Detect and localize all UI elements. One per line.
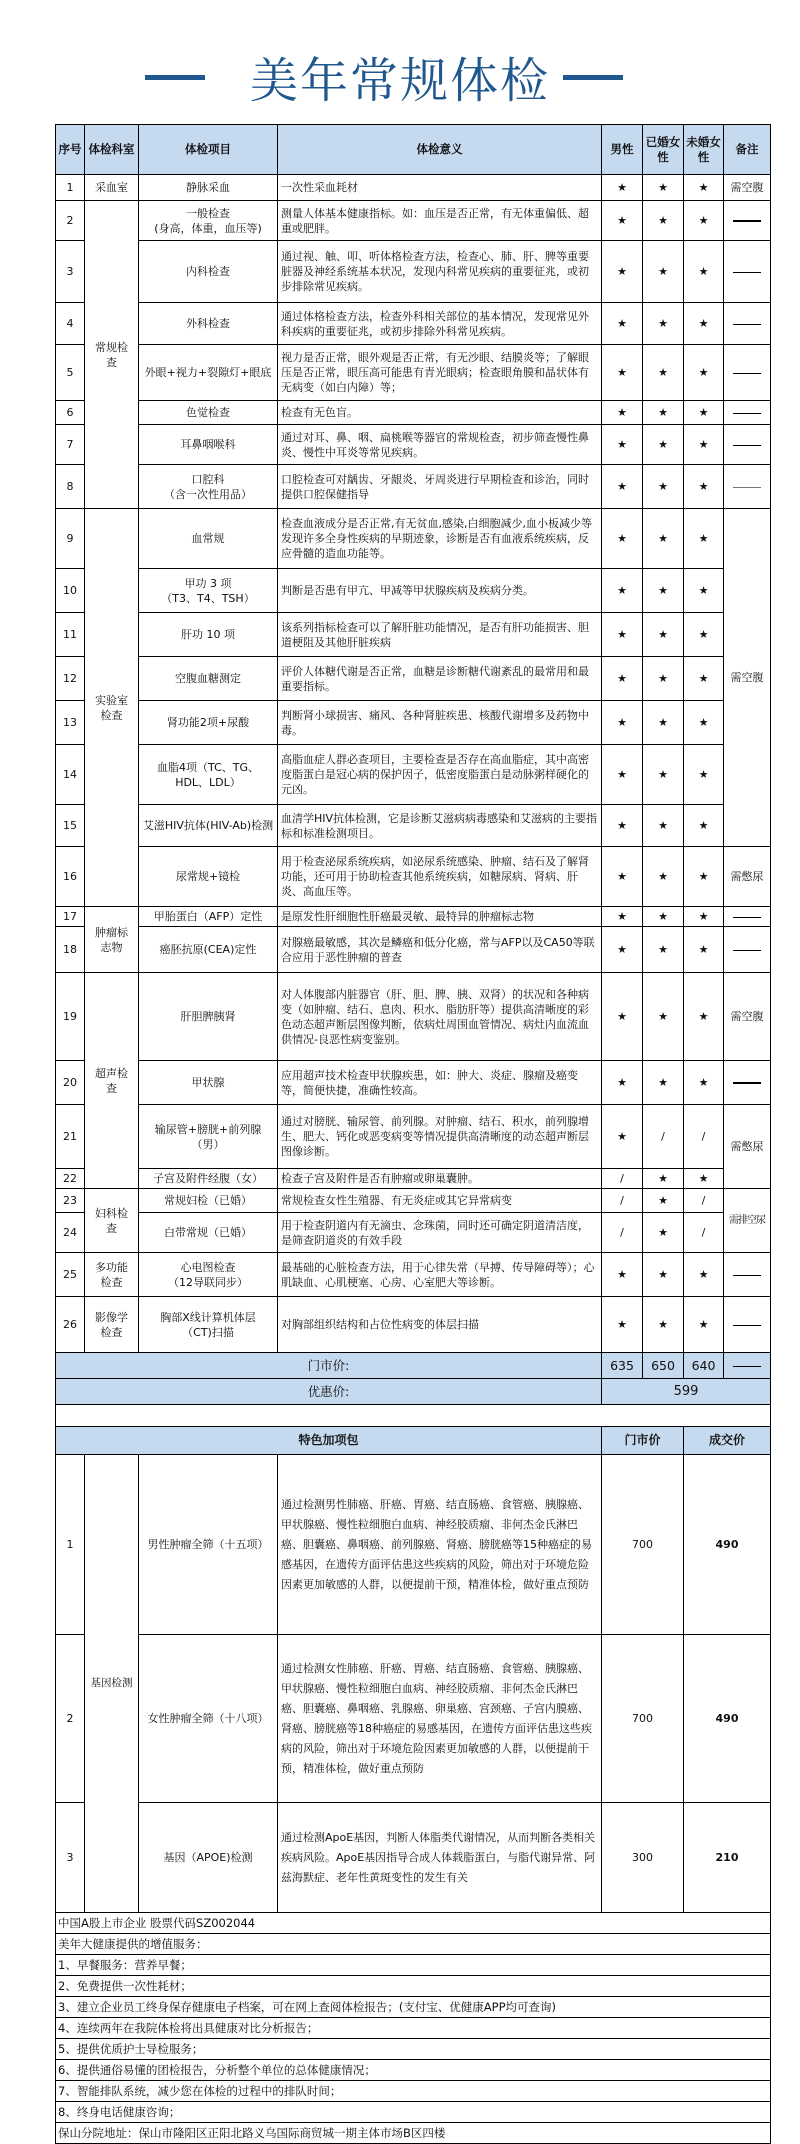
row-meaning: 用于检查泌尿系统疾病，如泌尿系统感染、肿瘤、结石及了解肾功能，还可用于协助检查其他系统疾病，如糖尿病、肾病、肝炎、高血压等。 xyxy=(278,847,602,907)
table-row xyxy=(56,701,771,745)
row-note xyxy=(724,927,771,973)
services-title: 美年大健康提供的增值服务： xyxy=(56,1934,771,1955)
row-item: 输尿管+膀胱+前列腺 （男） xyxy=(139,1105,278,1169)
row-item: 甲功 3 项 （T3、T4、TSH） xyxy=(139,569,278,613)
star-icon: ★ xyxy=(602,927,643,973)
table-row xyxy=(56,465,771,509)
star-icon: ★ xyxy=(684,927,724,973)
discount-price-label: 优惠价: xyxy=(56,1379,602,1405)
table-row xyxy=(56,401,771,425)
row-meaning: 用于检查阴道内有无滴虫、念珠菌，同时还可确定阴道清洁度，是筛查阴道炎的有效手段 xyxy=(278,1213,602,1253)
star-icon: ★ xyxy=(684,425,724,465)
star-icon: ★ xyxy=(643,613,684,657)
row-seq: 9 xyxy=(56,509,85,569)
package-name: 女性肿瘤全筛（十八项） xyxy=(139,1635,278,1803)
row-note xyxy=(724,907,771,927)
table-row xyxy=(56,927,771,973)
star-icon: ★ xyxy=(643,927,684,973)
row-item: 肝功 10 项 xyxy=(139,613,278,657)
row-seq: 24 xyxy=(56,1213,85,1253)
checkup-table xyxy=(55,124,771,2144)
row-meaning: 通过对膀胱、输尿管、前列腺。对肿瘤、结石、积水，前列腺增生、肥大、钙化或恶变病变等情况提供高清晰度的动态超声断层图像诊断。 xyxy=(278,1105,602,1169)
table-row xyxy=(56,907,771,927)
footer-row xyxy=(56,1976,771,1997)
row-item: 血脂4项（TC、TG、HDL、LDL） xyxy=(139,745,278,805)
row-item: 白带常规（已婚） xyxy=(139,1213,278,1253)
service-item: 5、提供优质护士导检服务； xyxy=(56,2039,771,2060)
row-note xyxy=(724,465,771,509)
note-hold-urine: 需憋尿 xyxy=(724,847,771,907)
row-item: 静脉采血 xyxy=(139,175,278,201)
row-meaning: 视力是否正常，眼外观是否正常，有无沙眼、结膜炎等；了解眼压是否正常，眼压高可能患有青光眼病；检查眼角膜和晶状体有无病变（如白内障）等； xyxy=(278,345,602,401)
row-note xyxy=(724,241,771,303)
note-fasting: 需空腹 xyxy=(724,509,771,847)
row-seq: 17 xyxy=(56,907,85,927)
row-item: 一般检查 (身高，体重，血压等) xyxy=(139,201,278,241)
row-seq: 8 xyxy=(56,465,85,509)
service-item: 4、连续两年在我院体检将出具健康对比分析报告； xyxy=(56,2018,771,2039)
spacer-row xyxy=(56,1405,771,1427)
star-icon: ★ xyxy=(684,847,724,907)
star-icon: ★ xyxy=(602,303,643,345)
star-icon: ★ xyxy=(643,303,684,345)
star-icon: ★ xyxy=(643,1253,684,1297)
row-item: 空腹血糖测定 xyxy=(139,657,278,701)
dash-icon xyxy=(733,373,761,374)
row-meaning: 判断是否患有甲亢、甲减等甲状腺疾病及疾病分类。 xyxy=(278,569,602,613)
table-row xyxy=(56,303,771,345)
row-item: 色觉检查 xyxy=(139,401,278,425)
row-meaning: 应用超声技术检查甲状腺疾患，如：肿大、炎症、腺瘤及癌变等，简便快捷，准确性较高。 xyxy=(278,1061,602,1105)
star-icon: ★ xyxy=(602,973,643,1061)
service-item: 1、早餐服务：营养早餐； xyxy=(56,1955,771,1976)
note-hold-urine: 需憋尿 xyxy=(724,1105,771,1189)
service-item: 8、终身电话健康咨询； xyxy=(56,2102,771,2123)
row-item: 内科检查 xyxy=(139,241,278,303)
dash-icon xyxy=(733,1366,761,1367)
package-seq: 2 xyxy=(56,1635,85,1803)
star-icon: ★ xyxy=(602,401,643,425)
table-row xyxy=(56,345,771,401)
row-seq: 3 xyxy=(56,241,85,303)
table-row xyxy=(56,1213,771,1253)
star-icon: ★ xyxy=(643,241,684,303)
row-seq: 2 xyxy=(56,201,85,241)
dept-cell-multi: 多功能检查 xyxy=(85,1253,139,1297)
table-row xyxy=(56,1253,771,1297)
dash-icon xyxy=(733,917,761,918)
row-meaning: 该系列指标检查可以了解肝脏功能情况，是否有肝功能损害、胆道梗阻及其他肝脏疾病 xyxy=(278,613,602,657)
list-price-note xyxy=(724,1353,771,1379)
star-icon: ★ xyxy=(602,201,643,241)
star-icon: ★ xyxy=(643,1297,684,1353)
star-icon: ★ xyxy=(643,745,684,805)
star-icon: ★ xyxy=(684,805,724,847)
row-note xyxy=(724,1297,771,1353)
row-item: 子宫及附件经腹（女） xyxy=(139,1169,278,1189)
table-row xyxy=(56,1189,771,1213)
star-icon: ★ xyxy=(684,973,724,1061)
row-meaning: 检查有无色盲。 xyxy=(278,401,602,425)
star-icon: ★ xyxy=(643,1169,684,1189)
footer-row xyxy=(56,2039,771,2060)
table-row xyxy=(56,1297,771,1353)
row-item: 肾功能2项+尿酸 xyxy=(139,701,278,745)
row-meaning: 评价人体糖代谢是否正常，血糖是诊断糖代谢紊乱的最常用和最重要指标。 xyxy=(278,657,602,701)
row-seq: 12 xyxy=(56,657,85,701)
row-seq: 26 xyxy=(56,1297,85,1353)
dash-icon xyxy=(733,487,761,488)
discount-price-value: 599 xyxy=(602,1379,771,1405)
not-applicable-mark: / xyxy=(684,1105,724,1169)
row-meaning: 检查子宫及附件是否有肿瘤或卵巢囊肿。 xyxy=(278,1169,602,1189)
star-icon: ★ xyxy=(684,701,724,745)
service-item: 6、提供通俗易懂的团检报告，分析整个单位的总体健康情况； xyxy=(56,2060,771,2081)
star-icon: ★ xyxy=(684,509,724,569)
dash-icon xyxy=(733,950,761,951)
footer-row xyxy=(56,1955,771,1976)
star-icon: ★ xyxy=(602,1061,643,1105)
row-seq: 14 xyxy=(56,745,85,805)
header-male: 男性 xyxy=(602,125,643,175)
row-seq: 23 xyxy=(56,1189,85,1213)
company-info: 中国A股上市企业 股票代码SZ002044 xyxy=(56,1913,771,1934)
list-price-unmarried-female: 640 xyxy=(684,1353,724,1379)
row-meaning: 对人体腹部内脏器官（肝、胆、脾、胰、双肾）的状况和各种病变（如肿瘤、结石、息肉、积水、脂肪肝等）提供高清晰度的彩色动态超声断层图像判断，依病灶周围血管情况、病灶内血流血供情况-良恶性病变鉴别。 xyxy=(278,973,602,1061)
package-header-list-price: 门市价 xyxy=(602,1427,684,1455)
package-description: 通过检测女性肺癌、肝癌、胃癌、结直肠癌、食管癌、胰腺癌、甲状腺癌、慢性粒细胞白血病、神经胶质瘤、非何杰金氏淋巴癌、胆囊癌、鼻咽癌、乳腺癌、卵巢癌、宫颈癌、子宫内膜癌、肾癌、膀胱癌等18种癌症的易感基因，在遗传方面评估患这些疾病的风险，筛出对于环境危险因素更加敏感的人群，以便提前干预，精准体检，做好重点预防 xyxy=(278,1635,602,1803)
footer-row xyxy=(56,2018,771,2039)
row-meaning: 一次性采血耗材 xyxy=(278,175,602,201)
package-name: 男性肿瘤全筛（十五项） xyxy=(139,1455,278,1635)
star-icon: ★ xyxy=(643,569,684,613)
row-seq: 21 xyxy=(56,1105,85,1169)
dept-cell-ultrasound: 超声检查 xyxy=(85,973,139,1189)
star-icon: ★ xyxy=(643,805,684,847)
service-item: 3、建立企业员工终身保存健康电子档案，可在网上查阅体检报告；(支付宝、优健康APP均可查询) xyxy=(56,1997,771,2018)
star-icon: ★ xyxy=(602,1105,643,1169)
header-unmarried-female: 未婚女性 xyxy=(684,125,724,175)
star-icon: ★ xyxy=(684,907,724,927)
row-seq: 6 xyxy=(56,401,85,425)
star-icon: ★ xyxy=(684,401,724,425)
dash-icon xyxy=(733,1275,761,1276)
table-row xyxy=(56,425,771,465)
row-item: 艾滋HIV抗体(HIV-Ab)检测 xyxy=(139,805,278,847)
row-meaning: 血清学HIV抗体检测，它是诊断艾滋病病毒感染和艾滋病的主要指标和标准检测项目。 xyxy=(278,805,602,847)
star-icon: ★ xyxy=(684,345,724,401)
package-list-price: 700 xyxy=(602,1455,684,1635)
star-icon: ★ xyxy=(602,241,643,303)
table-row xyxy=(56,1169,771,1189)
row-seq: 4 xyxy=(56,303,85,345)
table-row xyxy=(56,657,771,701)
package-header-title: 特色加项包 xyxy=(56,1427,602,1455)
row-meaning: 是原发性肝细胞性肝癌最灵敏、最特异的肿瘤标志物 xyxy=(278,907,602,927)
footer-row xyxy=(56,2102,771,2123)
star-icon: ★ xyxy=(643,847,684,907)
package-header-row xyxy=(56,1427,771,1455)
star-icon: ★ xyxy=(643,657,684,701)
note-fasting: 需空腹 xyxy=(724,973,771,1061)
star-icon: ★ xyxy=(684,745,724,805)
star-icon: ★ xyxy=(643,201,684,241)
list-price-married-female: 650 xyxy=(643,1353,684,1379)
package-dept: 基因检测 xyxy=(85,1455,139,1913)
row-item: 血常规 xyxy=(139,509,278,569)
star-icon: ★ xyxy=(684,1061,724,1105)
package-deal-price: 490 xyxy=(684,1455,771,1635)
row-meaning: 常规检查女性生殖器、有无炎症或其它异常病变 xyxy=(278,1189,602,1213)
row-meaning: 对胸部组织结构和占位性病变的体层扫描 xyxy=(278,1297,602,1353)
list-price-row xyxy=(56,1353,771,1379)
row-meaning: 判断肾小球损害、痛风、各种肾脏疾患、核酸代谢增多及药物中毒。 xyxy=(278,701,602,745)
row-item: 耳鼻咽喉科 xyxy=(139,425,278,465)
row-item: 甲状腺 xyxy=(139,1061,278,1105)
star-icon: ★ xyxy=(643,701,684,745)
star-icon: ★ xyxy=(643,175,684,201)
star-icon: ★ xyxy=(684,241,724,303)
page-header xyxy=(0,0,800,122)
table-row xyxy=(56,509,771,569)
row-seq: 1 xyxy=(56,175,85,201)
row-item: 甲胎蛋白（AFP）定性 xyxy=(139,907,278,927)
row-meaning: 测量人体基本健康指标。如：血压是否正常，有无体重偏低、超重或肥胖。 xyxy=(278,201,602,241)
package-row xyxy=(56,1635,771,1803)
row-item: 胸部X线计算机体层 （CT)扫描 xyxy=(139,1297,278,1353)
star-icon: ★ xyxy=(643,907,684,927)
table-row xyxy=(56,613,771,657)
dept-cell-gyn: 妇科检查 xyxy=(85,1189,139,1253)
star-icon: ★ xyxy=(684,657,724,701)
title-decoration-line-right xyxy=(563,75,623,80)
star-icon: ★ xyxy=(684,175,724,201)
header-seq: 序号 xyxy=(56,125,85,175)
package-list-price: 700 xyxy=(602,1635,684,1803)
star-icon: ★ xyxy=(643,345,684,401)
dept-cell-lab: 实验室检查 xyxy=(85,509,139,907)
row-seq: 25 xyxy=(56,1253,85,1297)
branch-address: 保山分院地址：保山市隆阳区正阳北路义乌国际商贸城一期主体市场B区四楼 xyxy=(56,2123,771,2144)
row-meaning: 通过体格检查方法，检查外科相关部位的基本情况，发现常见外科疾病的重要征兆，或初步排除外科常见疾病。 xyxy=(278,303,602,345)
dept-cell-tumor: 肿瘤标志物 xyxy=(85,907,139,973)
discount-price-row xyxy=(56,1379,771,1405)
star-icon: ★ xyxy=(684,465,724,509)
star-icon: ★ xyxy=(643,1189,684,1213)
package-name: 基因（APOE)检测 xyxy=(139,1803,278,1913)
page-title: 美年常规体检 xyxy=(249,53,550,109)
row-seq: 7 xyxy=(56,425,85,465)
package-description: 通过检测ApoE基因，判断人体脂类代谢情况，从而判断各类相关疾病风险。ApoE基因指导合成人体载脂蛋白，与脂代谢异常、阿兹海默症、老年性黄斑变性的发生有关 xyxy=(278,1803,602,1913)
list-price-label: 门市价: xyxy=(56,1353,602,1379)
star-icon: ★ xyxy=(643,1061,684,1105)
table-row xyxy=(56,973,771,1061)
service-item: 2、免费提供一次性耗材； xyxy=(56,1976,771,1997)
row-item: 外科检查 xyxy=(139,303,278,345)
footer-row xyxy=(56,2060,771,2081)
dash-icon xyxy=(733,1325,761,1326)
package-description: 通过检测男性肺癌、肝癌、胃癌、结直肠癌、食管癌、胰腺癌、甲状腺癌、慢性粒细胞白血病、神经胶质瘤、非何杰金氏淋巴癌、胆囊癌、鼻咽癌、前列腺癌、肾癌、膀胱癌等15种癌症的易感基因，在遗传方面评估患这些疾病的风险，筛出对于环境危险因素更加敏感的人群，以便提前干预，精准体检，做好重点预防 xyxy=(278,1455,602,1635)
row-note xyxy=(724,303,771,345)
star-icon: ★ xyxy=(602,509,643,569)
row-note xyxy=(724,1061,771,1105)
row-meaning: 最基础的心脏检查方法，用于心律失常（早搏、传导障碍等）；心肌缺血、心肌梗塞、心房、心室肥大等诊断。 xyxy=(278,1253,602,1297)
star-icon: ★ xyxy=(684,201,724,241)
star-icon: ★ xyxy=(684,1297,724,1353)
row-item: 常规妇检（已婚） xyxy=(139,1189,278,1213)
row-note xyxy=(724,401,771,425)
row-seq: 15 xyxy=(56,805,85,847)
footer-row xyxy=(56,1997,771,2018)
star-icon: ★ xyxy=(602,805,643,847)
not-applicable-mark: / xyxy=(602,1189,643,1213)
dash-icon xyxy=(733,1082,761,1084)
header-married-female: 已婚女性 xyxy=(643,125,684,175)
not-applicable-mark: / xyxy=(602,1213,643,1253)
star-icon: ★ xyxy=(643,509,684,569)
package-deal-price: 490 xyxy=(684,1635,771,1803)
row-seq: 5 xyxy=(56,345,85,401)
star-icon: ★ xyxy=(684,1169,724,1189)
note-fasting: 需空腹 xyxy=(724,175,771,201)
package-header-deal-price: 成交价 xyxy=(684,1427,771,1455)
package-list-price: 300 xyxy=(602,1803,684,1913)
header-meaning: 体检意义 xyxy=(278,125,602,175)
star-icon: ★ xyxy=(602,175,643,201)
dept-cell-blood: 采血室 xyxy=(85,175,139,201)
table-row xyxy=(56,1061,771,1105)
star-icon: ★ xyxy=(643,401,684,425)
row-seq: 11 xyxy=(56,613,85,657)
row-meaning: 对腺癌最敏感，其次是鳞癌和低分化癌，常与AFP以及CA50等联合应用于恶性肿瘤的普查 xyxy=(278,927,602,973)
table-row xyxy=(56,1105,771,1169)
star-icon: ★ xyxy=(602,657,643,701)
service-item: 7、智能排队系统，减少您在体检的过程中的排队时间； xyxy=(56,2081,771,2102)
star-icon: ★ xyxy=(684,613,724,657)
row-note xyxy=(724,345,771,401)
package-seq: 3 xyxy=(56,1803,85,1913)
package-row xyxy=(56,1455,771,1635)
not-applicable-mark: / xyxy=(684,1213,724,1253)
dash-icon xyxy=(733,413,761,414)
not-applicable-mark: / xyxy=(684,1189,724,1213)
row-seq: 22 xyxy=(56,1169,85,1189)
row-seq: 19 xyxy=(56,973,85,1061)
row-meaning: 口腔检查可对龋齿、牙龈炎、牙周炎进行早期检查和诊治，同时提供口腔保健指导 xyxy=(278,465,602,509)
row-item: 尿常规+镜检 xyxy=(139,847,278,907)
star-icon: ★ xyxy=(684,1253,724,1297)
footer-row xyxy=(56,1934,771,1955)
star-icon: ★ xyxy=(602,465,643,509)
star-icon: ★ xyxy=(602,907,643,927)
note-empty-urine: 需排空尿 xyxy=(724,1189,771,1253)
footer-row xyxy=(56,1913,771,1934)
dash-icon xyxy=(733,445,761,446)
dash-icon xyxy=(733,324,761,325)
star-icon: ★ xyxy=(643,973,684,1061)
dash-icon xyxy=(733,220,761,222)
package-row xyxy=(56,1803,771,1913)
table-row xyxy=(56,805,771,847)
star-icon: ★ xyxy=(684,303,724,345)
not-applicable-mark: / xyxy=(602,1169,643,1189)
row-meaning: 高脂血症人群必查项目，主要检查是否存在高血脂症，其中高密度脂蛋白是冠心病的保护因子，低密度脂蛋白是动脉粥样硬化的元凶。 xyxy=(278,745,602,805)
row-seq: 13 xyxy=(56,701,85,745)
row-item: 肝胆脾胰肾 xyxy=(139,973,278,1061)
table-row xyxy=(56,241,771,303)
row-note xyxy=(724,425,771,465)
row-meaning: 通过视、触、叩、听体格检查方法，检查心、肺、肝、脾等重要脏器及神经系统基本状况，发现内科常见疾病的重要征兆，或初步排除常见疾病。 xyxy=(278,241,602,303)
star-icon: ★ xyxy=(602,425,643,465)
spacer-cell xyxy=(56,1405,771,1427)
row-item: 外眼+视力+裂隙灯+眼底 xyxy=(139,345,278,401)
star-icon: ★ xyxy=(602,1253,643,1297)
row-note xyxy=(724,1253,771,1297)
package-seq: 1 xyxy=(56,1455,85,1635)
table-row xyxy=(56,569,771,613)
star-icon: ★ xyxy=(602,613,643,657)
row-seq: 18 xyxy=(56,927,85,973)
row-seq: 20 xyxy=(56,1061,85,1105)
header-note: 备注 xyxy=(724,125,771,175)
star-icon: ★ xyxy=(602,345,643,401)
list-price-male: 635 xyxy=(602,1353,643,1379)
row-note xyxy=(724,201,771,241)
row-meaning: 通过对耳、鼻、咽、扁桃喉等器官的常规检查，初步筛查慢性鼻炎、慢性中耳炎等常见疾病。 xyxy=(278,425,602,465)
dash-icon xyxy=(733,272,761,273)
table-header-row xyxy=(56,125,771,175)
header-item: 体检项目 xyxy=(139,125,278,175)
star-icon: ★ xyxy=(684,569,724,613)
row-seq: 16 xyxy=(56,847,85,907)
table-row xyxy=(56,201,771,241)
dept-cell-imaging: 影像学检查 xyxy=(85,1297,139,1353)
table-row xyxy=(56,175,771,201)
footer-row xyxy=(56,2123,771,2144)
star-icon: ★ xyxy=(602,701,643,745)
star-icon: ★ xyxy=(602,745,643,805)
row-item: 口腔科 （含一次性用品） xyxy=(139,465,278,509)
star-icon: ★ xyxy=(643,465,684,509)
package-deal-price: 210 xyxy=(684,1803,771,1913)
not-applicable-mark: / xyxy=(643,1105,684,1169)
star-icon: ★ xyxy=(602,1297,643,1353)
star-icon: ★ xyxy=(602,847,643,907)
star-icon: ★ xyxy=(643,1213,684,1253)
row-meaning: 检查血液成分是否正常,有无贫血,感染,白细胞减少,血小板减少等发现许多全身性疾病的早期迹象，诊断是否有血液系统疾病，反应骨髓的造血功能等。 xyxy=(278,509,602,569)
header-dept: 体检科室 xyxy=(85,125,139,175)
dept-cell-routine: 常规检查 xyxy=(85,201,139,509)
row-seq: 10 xyxy=(56,569,85,613)
table-row xyxy=(56,745,771,805)
footer-row xyxy=(56,2081,771,2102)
table-row xyxy=(56,847,771,907)
star-icon: ★ xyxy=(643,425,684,465)
row-item: 癌胚抗原(CEA)定性 xyxy=(139,927,278,973)
star-icon: ★ xyxy=(602,569,643,613)
row-item: 心电图检查 （12导联同步） xyxy=(139,1253,278,1297)
